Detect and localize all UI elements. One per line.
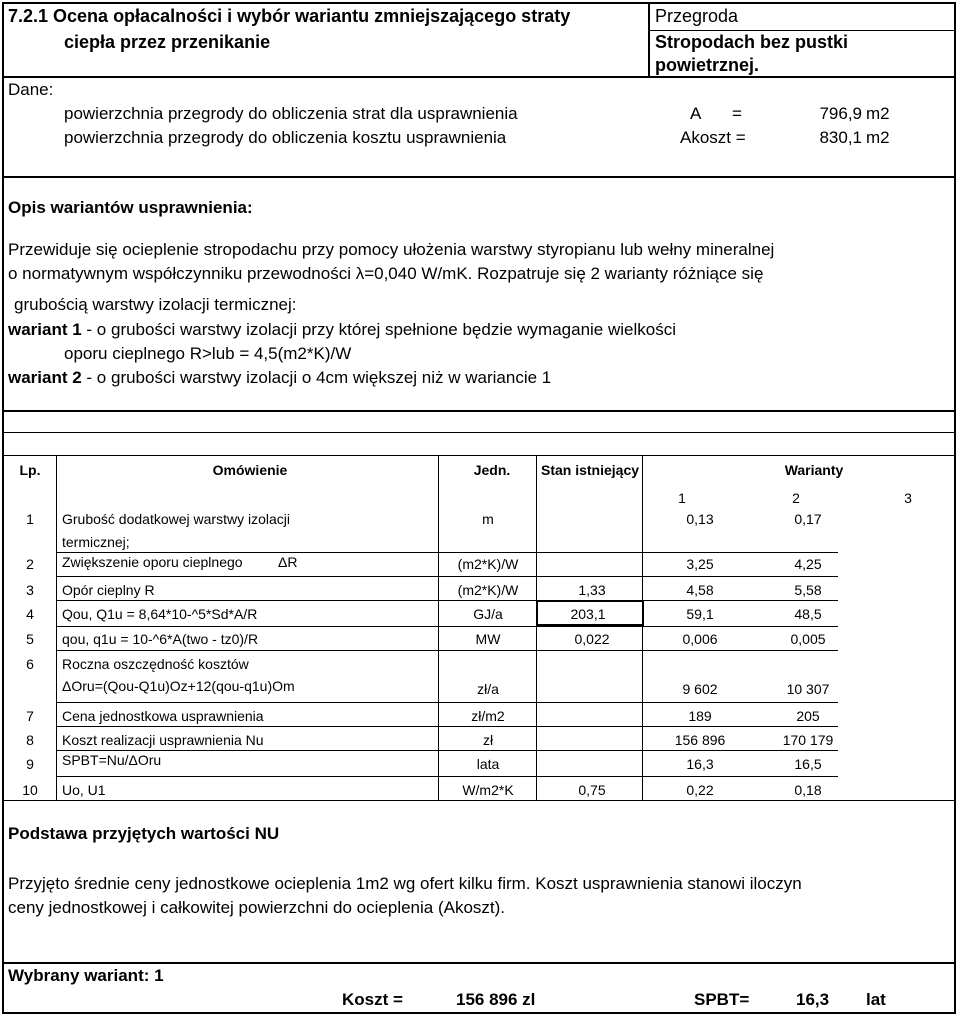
row1-v1: 0,13 [686,511,714,527]
basis-heading: Podstawa przyjętych wartości NU [8,824,280,843]
row7-unit: zł/m2 [471,708,505,724]
variant1-label: wariant 1 [8,320,82,339]
th-variants: Warianty [784,462,844,478]
variants-line3: grubością warstwy izolacji termicznej: [14,295,297,314]
row9-v2: 16,5 [794,756,822,772]
variant2-label: wariant 2 [8,368,82,387]
row1-rule [56,552,838,553]
row2-desc: Zwiększenie oporu cieplnego [62,554,243,570]
row7-rule [56,726,838,727]
partition-value-line2: powietrznej. [655,55,760,75]
row4-v1: 59,1 [686,606,714,622]
row1-desc2: termicznej; [62,534,130,550]
given-row2-symbol: Akoszt = [680,128,746,147]
row9-desc: SPBT=Nu/ΔOru [62,752,162,768]
row5-v2: 0,005 [790,631,826,647]
row5-unit: MW [475,631,501,647]
row2-delta-symbol: ΔR [278,554,298,570]
given-row1-eq: = [732,104,742,123]
header-bottom-rule [2,76,956,78]
row5-desc: qou, q1u = 10-^6*A(two - tz0)/R [62,631,259,647]
table-top-rule [2,455,956,456]
row10-unit: W/m2*K [462,782,514,798]
row6-unit: zł/a [477,681,499,697]
th-variant-3: 3 [904,490,912,506]
col-lp-divider [56,455,57,800]
basis-line2: ceny jednostkowej i całkowitej powierzchni do ocieplenia (Akoszt). [8,898,506,917]
given-row2-value: 830,1 [819,128,862,147]
row4-lp: 4 [26,606,34,622]
variants-heading: Opis wariantów usprawnienia: [8,198,253,217]
row2-unit: (m2*K)/W [457,556,519,572]
row10-desc: Uo, U1 [62,782,106,798]
row3-unit: (m2*K)/W [457,582,519,598]
row10-current: 0,75 [578,782,606,798]
row6-lp: 6 [26,656,34,672]
spbt-unit: lat [866,990,886,1009]
row3-v1: 4,58 [686,582,714,598]
row6-rule [56,702,838,703]
row6-v1: 9 602 [682,681,718,697]
row2-rule [56,576,838,577]
th-variant-2: 2 [792,490,800,506]
row1-unit: m [482,511,494,527]
row4-desc: Qou, Q1u = 8,64*10-^5*Sd*A/R [62,606,258,622]
row8-desc: Koszt realizacji usprawnienia Nu [62,732,264,748]
variant1-text2: oporu cieplnego R>lub = 4,5(m2*K)/W [64,344,352,363]
row7-lp: 7 [26,708,34,724]
row5-current: 0,022 [574,631,610,647]
row5-lp: 5 [26,631,34,647]
spbt-value: 16,3 [796,990,830,1009]
row5-rule [56,650,838,651]
variant2-text: - o grubości warstwy izolacji o 4cm większej niż w wariancie 1 [81,368,552,387]
selected-variant-label: Wybrany wariant: 1 [8,966,164,985]
row9-unit: lata [476,756,500,772]
variant1-text: - o grubości warstwy izolacji przy której spełnione będzie wymaganie wielkości [81,320,677,339]
variants-line1: Przewiduje się ocieplenie stropodachu przy pomocy ułożenia warstwy styropianu lub wełny mineralnej [8,240,775,259]
row4-v2: 48,5 [794,606,822,622]
spbt-label: SPBT= [694,990,750,1009]
table-bottom-rule [2,800,956,801]
row4-unit: GJ/a [473,606,503,622]
col-unit-divider [536,455,537,800]
row10-v1: 0,22 [686,782,714,798]
th-desc: Omówienie [212,462,288,478]
given-row1-unit: m2 [866,104,890,123]
basis-bottom-rule [2,962,956,964]
row8-v2: 170 179 [782,732,834,748]
th-current: Stan istniejący [540,462,640,478]
row7-desc: Cena jednostkowa usprawnienia [62,708,264,724]
partition-value-line1: Stropodach bez pustki [655,32,849,52]
given-row1-desc: powierzchnia przegrody do obliczenia strat dla usprawnienia [64,104,518,123]
row8-v1: 156 896 [674,732,726,748]
document-frame [2,2,956,1014]
partition-label-rule [648,30,956,31]
row9-lp: 9 [26,756,34,772]
given-row1-symbol: A [690,104,702,123]
cost-value: 156 896 zl [456,990,536,1009]
th-unit: Jedn. [473,462,511,478]
given-bottom-rule [2,176,956,178]
row9-rule [56,776,838,777]
title-line1: 7.2.1 Ocena opłacalności i wybór wariantu zmniejszającego straty [8,6,571,26]
row10-v2: 0,18 [794,782,822,798]
row9-v1: 16,3 [686,756,714,772]
row1-lp: 1 [26,511,34,527]
th-lp: Lp. [19,462,41,478]
row3-current: 1,33 [578,582,606,598]
row3-desc: Opór cieplny R [62,582,155,598]
given-row2-unit: m2 [866,128,890,147]
row6-desc: Roczna oszczędność kosztów [62,656,249,672]
col-current-divider [642,455,643,800]
th-variant-1: 1 [678,490,686,506]
variant2-description [8,368,551,388]
spacer-rule [2,432,956,433]
given-row1-value: 796,9 [819,104,862,123]
row6-v2: 10 307 [786,681,830,697]
basis-line1: Przyjęto średnie ceny jednostkowe ocieplenia 1m2 wg ofert kilku firm. Koszt usprawnienia stanowi iloczyn [8,874,802,893]
given-row2-desc: powierzchnia przegrody do obliczenia kosztu usprawnienia [64,128,507,147]
row4-rule [56,626,838,627]
row10-lp: 10 [22,782,38,798]
row4-current: 203,1 [570,606,606,622]
row1-v2: 0,17 [794,511,822,527]
given-label: Dane: [8,80,54,99]
variant1-description [8,320,676,340]
row8-unit: zł [482,732,494,748]
row3-rule [56,600,838,601]
row2-lp: 2 [26,556,34,572]
variants-line2: o normatywnym współczynniku przewodności λ=0,040 W/mK. Rozpatruje się 2 warianty różniące się [8,264,764,283]
col-desc-divider [438,455,439,800]
row3-v2: 5,58 [794,582,822,598]
row8-lp: 8 [26,732,34,748]
row7-v1: 189 [688,708,712,724]
row7-v2: 205 [796,708,820,724]
row2-v2: 4,25 [794,556,822,572]
row5-v1: 0,006 [682,631,718,647]
variants-bottom-rule [2,410,956,412]
row3-lp: 3 [26,582,34,598]
row1-desc: Grubość dodatkowej warstwy izolacji [62,511,290,527]
row8-rule [56,750,838,751]
partition-label: Przegroda [655,6,739,26]
header-divider [648,2,650,76]
row2-v1: 3,25 [686,556,714,572]
cost-label: Koszt = [342,990,403,1009]
row6-desc2: ΔOru=(Qou-Q1u)Oz+12(qou-q1u)Om [62,678,295,694]
title-line2: ciepła przez przenikanie [64,32,271,52]
